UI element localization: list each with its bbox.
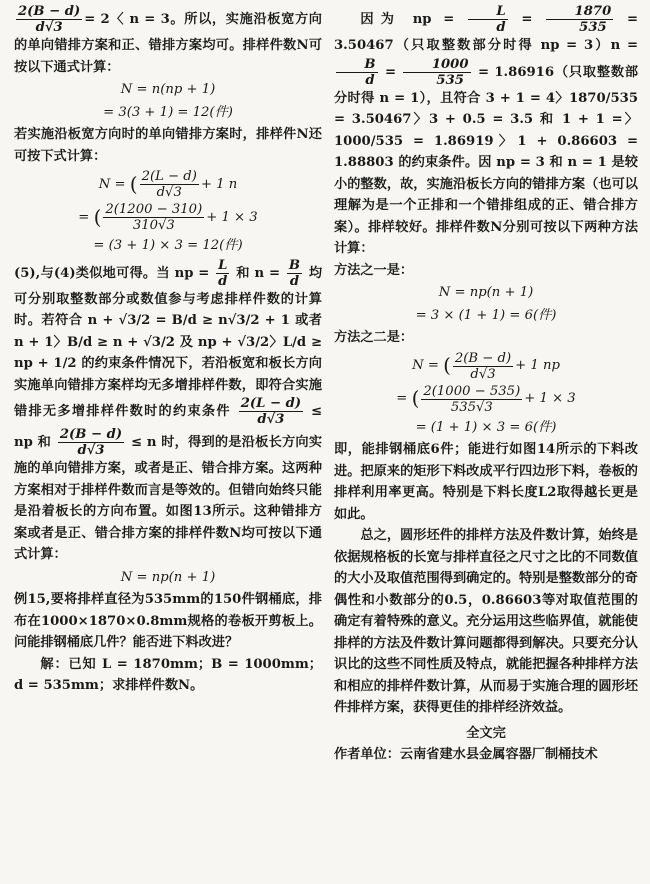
fraction: $\frac{2(B - d)}{d√3}$ — [18, 4, 81, 35]
paragraph-4: 例15,要将排样直径为535mm的150件钢桶底，排布在1000×1870×0.8mm规格的卷板开剪板上。问能排钢桶底几件？能否进下料改进？ — [14, 592, 322, 650]
equation-2-line-1: N = ( $\frac{2(L - d)}{d√3}$ + 1 n — [98, 169, 238, 200]
left-column — [14, 4, 322, 697]
paragraph-r1: 因为 np = $\frac{L}{d}$ = $\frac{1870}{535}$ = 3.50467（只取整数部分时得 np = 3）n = $\frac{B}{d}$ = $\frac{1000}{535}$ = 1.86916（只取整数部分时得 n = 1），且符合 3 + 1 = 4〉1870/535 = 3.50467〉3 + 0.5 = 3.5 和 1 + 1 =〉1000/535 = 1.86919〉1 + 0.86603 = 1.88803 的约束条件。因 np = 3 和 n = 1 是较小的整数，故，实施沿板长方向的错排方案（也可以理解为是一个正排和一个错排组成的正、错合排方案）。排样较好。排样件数N分别可按以下两种方法计算： — [334, 4, 639, 256]
equation-1-line-1: N = n(np + 1) — [120, 82, 216, 97]
paragraph-r3: 总之，圆形坯件的排样方法及件数计算，始终是依据规格板的长宽与排样直径之尺寸之比的不同数值的大小及取值范围得到确定的。特别是整数部分的奇偶性和小数部分的0.5，0.86603等对取值范围的确定有着特殊的意义。充分运用这些临界值，就能使排样的方法及件数计算问题都得到解决。只要充分认识比的这些不同性质及特点，就能把握各种排样方法和相应的排样件数计算，从而易于实施合理的圆形坯件排样方案，获得更佳的排样经济效益。 — [334, 528, 638, 715]
method-1-label: 方法之一是： — [334, 262, 414, 278]
method-1-line-1: N = np(n + 1) — [438, 285, 534, 300]
paragraph-2: 若实施沿板宽方向时的单向错排方案时，排样件N还可按下式计算： — [14, 127, 322, 164]
method-2-label: 方法之二是： — [334, 330, 414, 345]
method-2-line-3: = (1 + 1) × 3 = 6(件) — [415, 419, 557, 435]
end-mark: 全文完 — [466, 725, 506, 741]
paragraph-5: 解：已知 L = 1870mm；B = 1000mm；d = 535mm；求排样件数N。 — [14, 656, 322, 693]
right-column — [334, 4, 638, 766]
method-2-line-2: = ( $\frac{2(1000 - 535)}{535√3}$ + 1 × 3 — [396, 383, 576, 415]
equation-2-line-3: = (3 + 1) × 3 = 12(件) — [93, 238, 243, 253]
author-affiliation: 作者单位：云南省建水县金属容器厂制桶技术 — [334, 747, 598, 762]
method-1-line-2: = 3 × (1 + 1) = 6(件) — [415, 307, 557, 323]
paragraph-3: (5),与(4)类似地可得。当 np = $\frac{L}{d}$ 和 n = $\frac{B}{d}$ 均可分别取整数部分或数值参与考虑排样件数的计算时。若符合 n + √3/2 = B/d ≥ n√3/2 + 1 或者 n + 1〉B/d ≥ n + √3/2 及 np + √3/2〉L/d ≥ np + 1/2 的约束条件情况下，若沿板宽和板长方向实施单向错排方案样均无多增排样件数，即符合实施错排无多增排样件数时的约束条件 $\frac{2(L - d)}{d√3}$ ≤ np 和 $\frac{2(B - d)}{d√3}$ ≤ n 时，得到的是沿板长方向实施的单向错排方案，或者是正、错合排方案。这两种方案相对于排样件数而言是等效的。但错向始终只能是沿着板长的方向布置。如图13所示。这种错排方案或者是正、错合排方案的排样件数N均可按以下通式计算： — [14, 257, 323, 562]
frag-open: $\frac{2(B - d)}{d√3}$ = 2〈 n = 3。所以，实施沿板宽方向的单向错排方案和正、错排方案均可。排样件数N可按以下通式计算： — [14, 4, 322, 75]
equation-2-line-2: = ( $\frac{2(1200 - 310)}{310√3}$ + 1 × 3 — [78, 202, 258, 233]
paragraph-r2: 即，能排钢桶底6件；能进行如图14所示的下料改进。把原来的矩形下料改成平行四边形下料，卷板的排样利用率更高。特别是下料长度L2取得越长更是如此。 — [334, 442, 638, 522]
method-2-line-1: N = ( $\frac{2(B - d)}{d√3}$ + 1 np — [412, 350, 560, 382]
equation-1-line-2: = 3(3 + 1) = 12(件) — [103, 104, 233, 120]
equation-3: N = np(n + 1) — [120, 569, 216, 585]
